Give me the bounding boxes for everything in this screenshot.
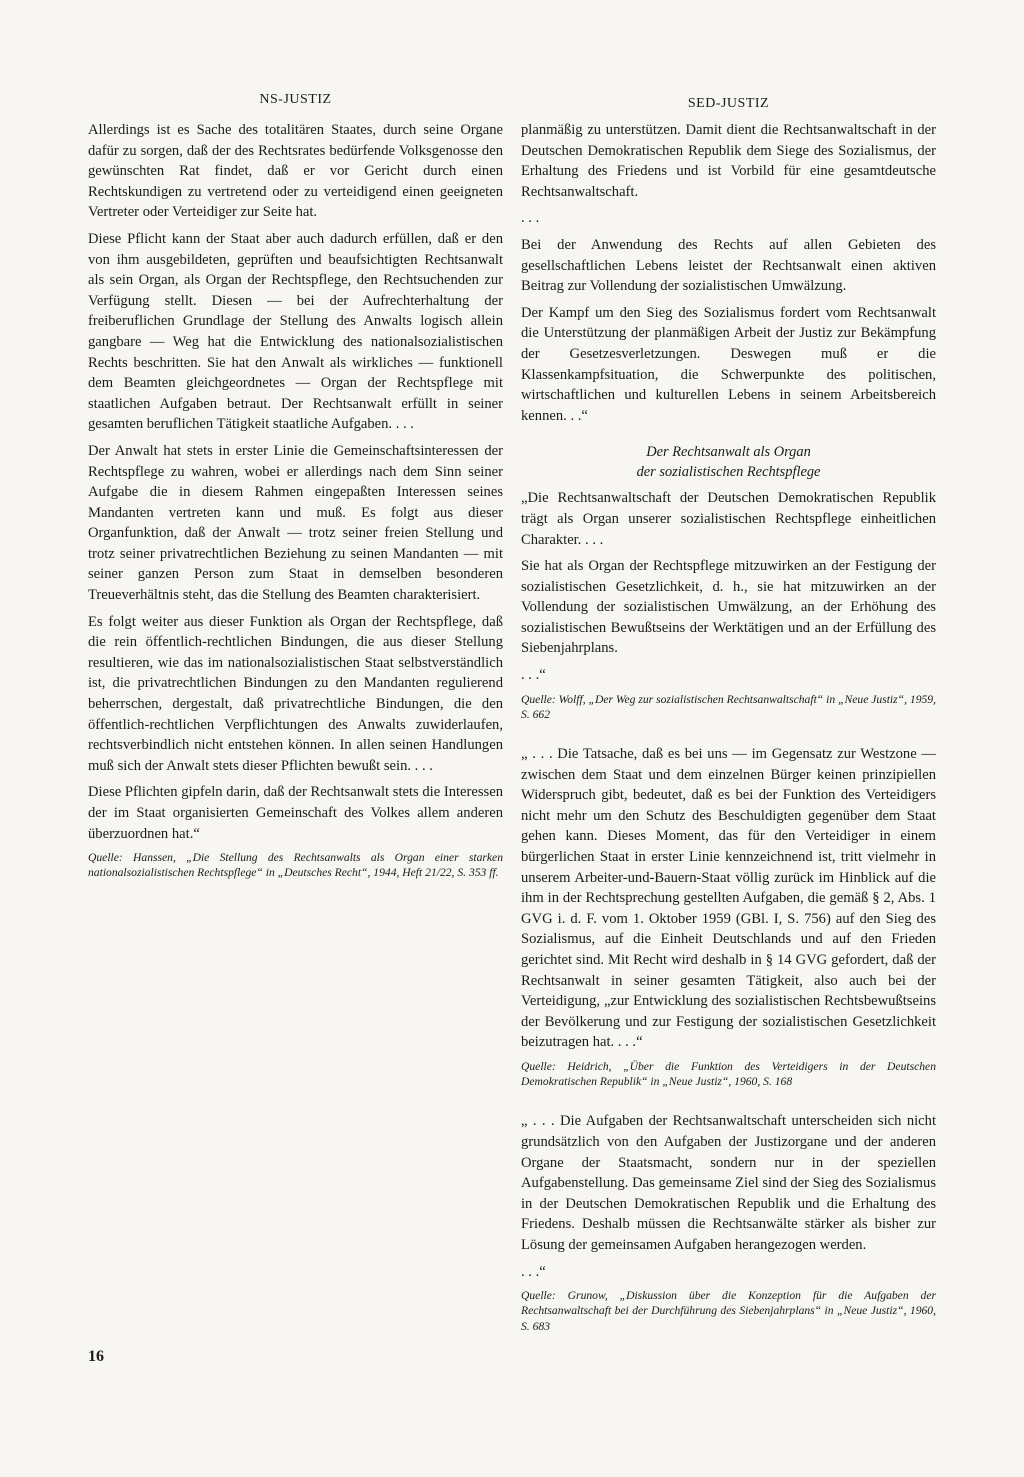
paragraph: Der Kampf um den Sieg des Sozialismus fordert vom Rechtsanwalt die Unterstützung der planmäßigen Arbeit der Justiz zur Bekämpfung der Gesetzesverletzungen. Deswegen muß er die Klassenkampfsituation, die Schwerpunkte des politischen, wirtschaftlichen und kulturellen Lebens in seinem Arbeitsbereich kennen. . .“ (521, 304, 936, 424)
source-citation: Quelle: Hanssen, „Die Stellung des Rechtsanwalts als Organ einer starken nationalsozialistischen Rechtspflege“ in „Deutsches Recht“, 1944, Heft 21/22, S. 353 ff. (88, 851, 503, 880)
paragraph: planmäßig zu unterstützen. Damit dient die Rechtsanwaltschaft in der Deutschen Demokratischen Republik dem Siege des Sozialismus, der Erhaltung des Friedens und ist Vorbild für eine gesamtdeutsche Rechtsanwaltschaft. (521, 122, 936, 200)
paragraph: . . .“ (521, 667, 546, 684)
column-header-sed-justiz: SED-JUSTIZ (687, 96, 770, 111)
paragraph: Bei der Anwendung des Rechts auf allen Gebieten des gesellschaftlichen Lebens leistet der Rechtsanwalt einen aktiven Beitrag zur Vollendung der sozialistischen Umwälzung. (521, 236, 936, 295)
paragraph: Der Anwalt hat stets in erster Linie die Gemeinschaftsinteressen der Rechtspflege zu wahren, wobei er allerdings nach dem Sinn seiner Aufgabe die in diesem Rahmen eingepaßten Interessen seines Mandanten vertreten kann und muß. Es folgt aus dieser Organfunktion, daß der Anwalt — trotz seiner freien Stellung und trotz seiner privatrechtlichen Beziehung zu seinen Mandanten — mit seiner ganzen Person zum Staat in demselben besonderen Treueverhältnis steht, das die Stellung des Beamten charakterisiert. (88, 442, 503, 604)
paragraph: Allerdings ist es Sache des totalitären Staates, durch seine Organe dafür zu sorgen, daß der des Rechtsrates bedürfende Volksgenosse den gewünschten Rat findet, daß er vor Gericht durch einen Rechtskundigen zu vertretend oder zu verteidigend einen geeigneten Vertreter oder Verteidiger zur Seite hat. (88, 122, 503, 221)
subheading-line: Der Rechtsanwalt als Organ (646, 444, 811, 461)
source-citation: Quelle: Heidrich, „Über die Funktion des Verteidigers in der Deutschen Demokratischen Republik“ in „Neue Justiz“, 1960, S. 168 (521, 1059, 936, 1089)
paragraph: Es folgt weiter aus dieser Funktion als Organ der Rechtspflege, daß die rein öffentlich-rechtlichen Bindungen, die aus dieser Stellung resultieren, wie das im nationalsozialistischen Staat selbstverständlich ist, die privatrechtlichen Bindungen zu den Mandanten regulierend beherrschen, dergestalt, daß privatrechtliche Bindungen, die den öffentlich-rechtlichen Verpflichtungen des Anwalts zuwiderlaufen, rechtsverbindlich nicht entstehen können. In allen seinen Handlungen muß sich der Anwalt stets dieser Pflichten bewußt sein. . . . (88, 613, 503, 774)
page-number: 16 (88, 1348, 104, 1365)
left-column-body (88, 120, 503, 903)
source-citation: Quelle: Wolff, „Der Weg zur sozialistischen Rechtsanwaltschaft“ in „Neue Justiz“, 1959, S. 662 (521, 692, 936, 721)
source-citation: Quelle: Grunow, „Diskussion über die Konzeption für die Aufgaben der Rechtsanwaltschaft bei der Durchführung des Siebenjahrplans“ in „Neue Justiz“, 1960, S. 683 (521, 1289, 936, 1333)
right-column-body (521, 120, 936, 1356)
paragraph: Diese Pflicht kann der Staat aber auch dadurch erfüllen, daß er den von ihm ausgebildeten, geprüften und beaufsichtigten Rechtsanwalt als sein Organ, als Organ der Rechtspflege, den Rechtsuchenden zur Verfügung stellt. Diesen — bei der Aufrechterhaltung der freiberuflichen Grundlage der Stellung des Anwalts logisch allein gangbare — Weg hat die Entwicklung des nationalsozialistischen Rechts beschritten. Sie hat den Anwalt als wirkliches — funktionell dem Beamten gleichgeordnetes — Organ der Rechtspflege mit staatlichen Aufgaben betraut. Der Rechtsanwalt erfüllt in seiner gesamten beruflichen Tätigkeit staatliche Aufgaben. . . . (88, 230, 503, 433)
paragraph: . . .“ (521, 1263, 546, 1280)
paragraph: Sie hat als Organ der Rechtspflege mitzuwirken an der Festigung der sozialistischen Gesetzlichkeit, d. h., sie hat mitzuwirken an der Vollendung der sozialistischen Umwälzung, an der Erhöhung des sozialistischen Bewußtseins der Werktätigen und an der Erfüllung des Siebenjahrplans. (521, 558, 936, 657)
paragraph: „ . . . Die Aufgaben der Rechtsanwaltschaft unterscheiden sich nicht grundsätzlich von den Aufgaben der Justizorgane und der anderen Organe der Staatsmacht, sondern nur in der speziellen Aufgabenstellung. Das gemeinsame Ziel sind der Sieg des Sozialismus in der Deutschen Demokratischen Republik und die Erhaltung des Friedens. Deshalb müssen die Rechtsanwälte stärker als bisher zur Lösung der gemeinsamen Aufgaben herangezogen werden. (521, 1113, 936, 1253)
paragraph: „Die Rechtsanwaltschaft der Deutschen Demokratischen Republik trägt als Organ unserer sozialistischen Rechtspflege einheitlichen Charakter. . . . (521, 490, 936, 548)
paragraph: . . . (521, 210, 540, 227)
paragraph: Diese Pflichten gipfeln darin, daß der Rechtsanwalt stets die Interessen der im Staat organisierten Gemeinschaft des Volkes allem anderen überzuordnen hat.“ (88, 784, 503, 842)
paragraph: „ . . . Die Tatsache, daß es bei uns — im Gegensatz zur Westzone — zwischen dem Staat und dem einzelnen Bürger keinen prinzipiellen Widerspruch gibt, bedeutet, daß es bei der Funktion des Verteidigers nicht mehr um den Schutz des Beschuldigten gegenüber dem Staat gehen kann. Dieses Moment, das für den Verteidiger in einem bürgerlichen Staat in erster Linie kennzeichnend ist, tritt vielmehr in unserem Arbeiter-und-Bauern-Staat völlig zurück im Hinblick auf die ihm in der Rechtsprechung gestellten Aufgaben, die gemäß § 2, Abs. 1 GVG i. d. F. vom 1. Oktober 1959 (GBl. I, S. 756) auf den Sieg des Sozialismus, auf die Einheit Deutschlands und auf den Frieden gerichtet sind. Mit Recht wird deshalb in § 14 GVG gefordert, daß der Rechtsanwalt in seiner gesamten Tätigkeit, also auch bei der Verteidigung, „zur Entwicklung des sozialistischen Rechtsbewußtseins der Bevölkerung und zur Festigung der sozialistischen Gesetzlichkeit beizutragen hat. . . .“ (521, 746, 936, 1051)
subheading-line: der sozialistischen Rechtspflege (636, 464, 821, 481)
column-header-ns-justiz: NS-JUSTIZ (259, 92, 332, 107)
section-subheading (521, 442, 936, 482)
